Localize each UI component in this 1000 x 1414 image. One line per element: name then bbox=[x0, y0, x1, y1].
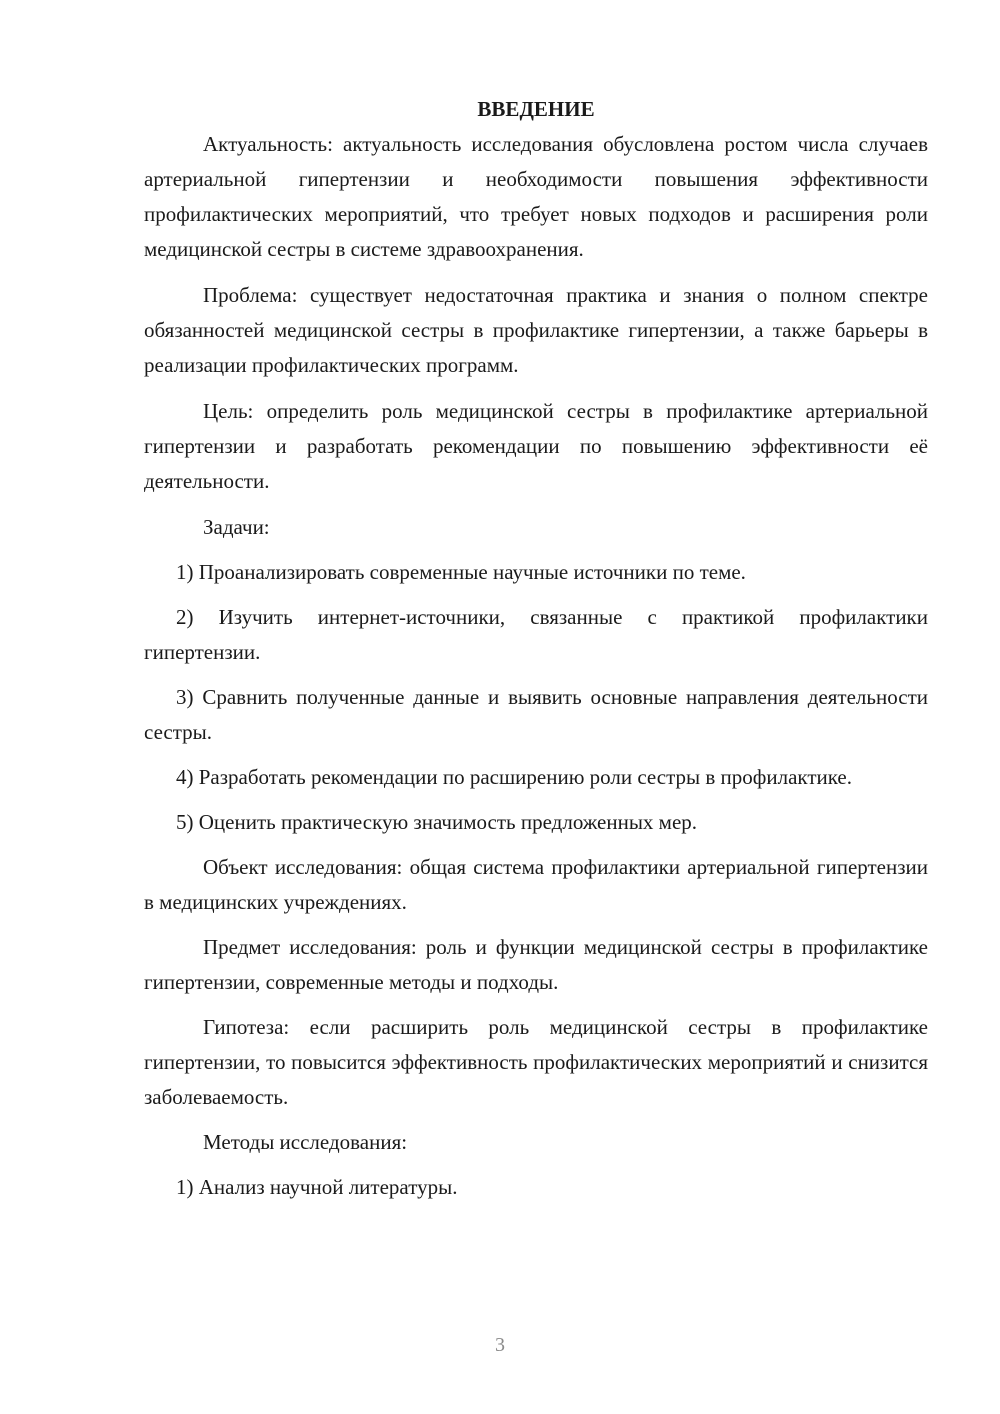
object-paragraph: Объект исследования: общая система профилактики артериальной гипертензии в медицинских учреждениях. bbox=[144, 855, 928, 914]
tasks-heading: Задачи: bbox=[203, 515, 270, 539]
problem-paragraph: Проблема: существует недостаточная практика и знания о полном спектре обязанностей медицинской сестры в профилактике гипертензии, а также барьеры в реализации профилактических программ. bbox=[144, 283, 928, 377]
task-item-3: 3) Сравнить полученные данные и выявить основные направления деятельности сестры. bbox=[144, 685, 928, 744]
task-item-4: 4) Разработать рекомендации по расширению роли сестры в профилактике. bbox=[176, 765, 852, 789]
page-number: 3 bbox=[495, 1334, 505, 1356]
method-item-1: 1) Анализ научной литературы. bbox=[176, 1175, 458, 1199]
document-page bbox=[144, 92, 928, 1205]
subject-paragraph: Предмет исследования: роль и функции медицинской сестры в профилактике гипертензии, современные методы и подходы. bbox=[144, 935, 928, 994]
task-item-5: 5) Оценить практическую значимость предложенных мер. bbox=[176, 810, 698, 834]
task-item-2: 2) Изучить интернет-источники, связанные с практикой профилактики гипертензии. bbox=[144, 605, 928, 664]
goal-paragraph: Цель: определить роль медицинской сестры в профилактике артериальной гипертензии и разработать рекомендации по повышению эффективности её деятельности. bbox=[144, 399, 928, 493]
relevance-paragraph: Актуальность: актуальность исследования обусловлена ростом числа случаев артериальной гипертензии и необходимости повышения эффективности профилактических мероприятий, что требует новых подходов и расширения роли медицинской сестры в системе здравоохранения. bbox=[144, 132, 928, 261]
section-title: ВВЕДЕНИЕ bbox=[477, 97, 595, 121]
hypothesis-paragraph: Гипотеза: если расширить роль медицинской сестры в профилактике гипертензии, то повысится эффективность профилактических мероприятий и снизится заболеваемость. bbox=[144, 1015, 928, 1109]
methods-heading: Методы исследования: bbox=[203, 1130, 408, 1154]
task-item-1: 1) Проанализировать современные научные источники по теме. bbox=[176, 560, 746, 584]
